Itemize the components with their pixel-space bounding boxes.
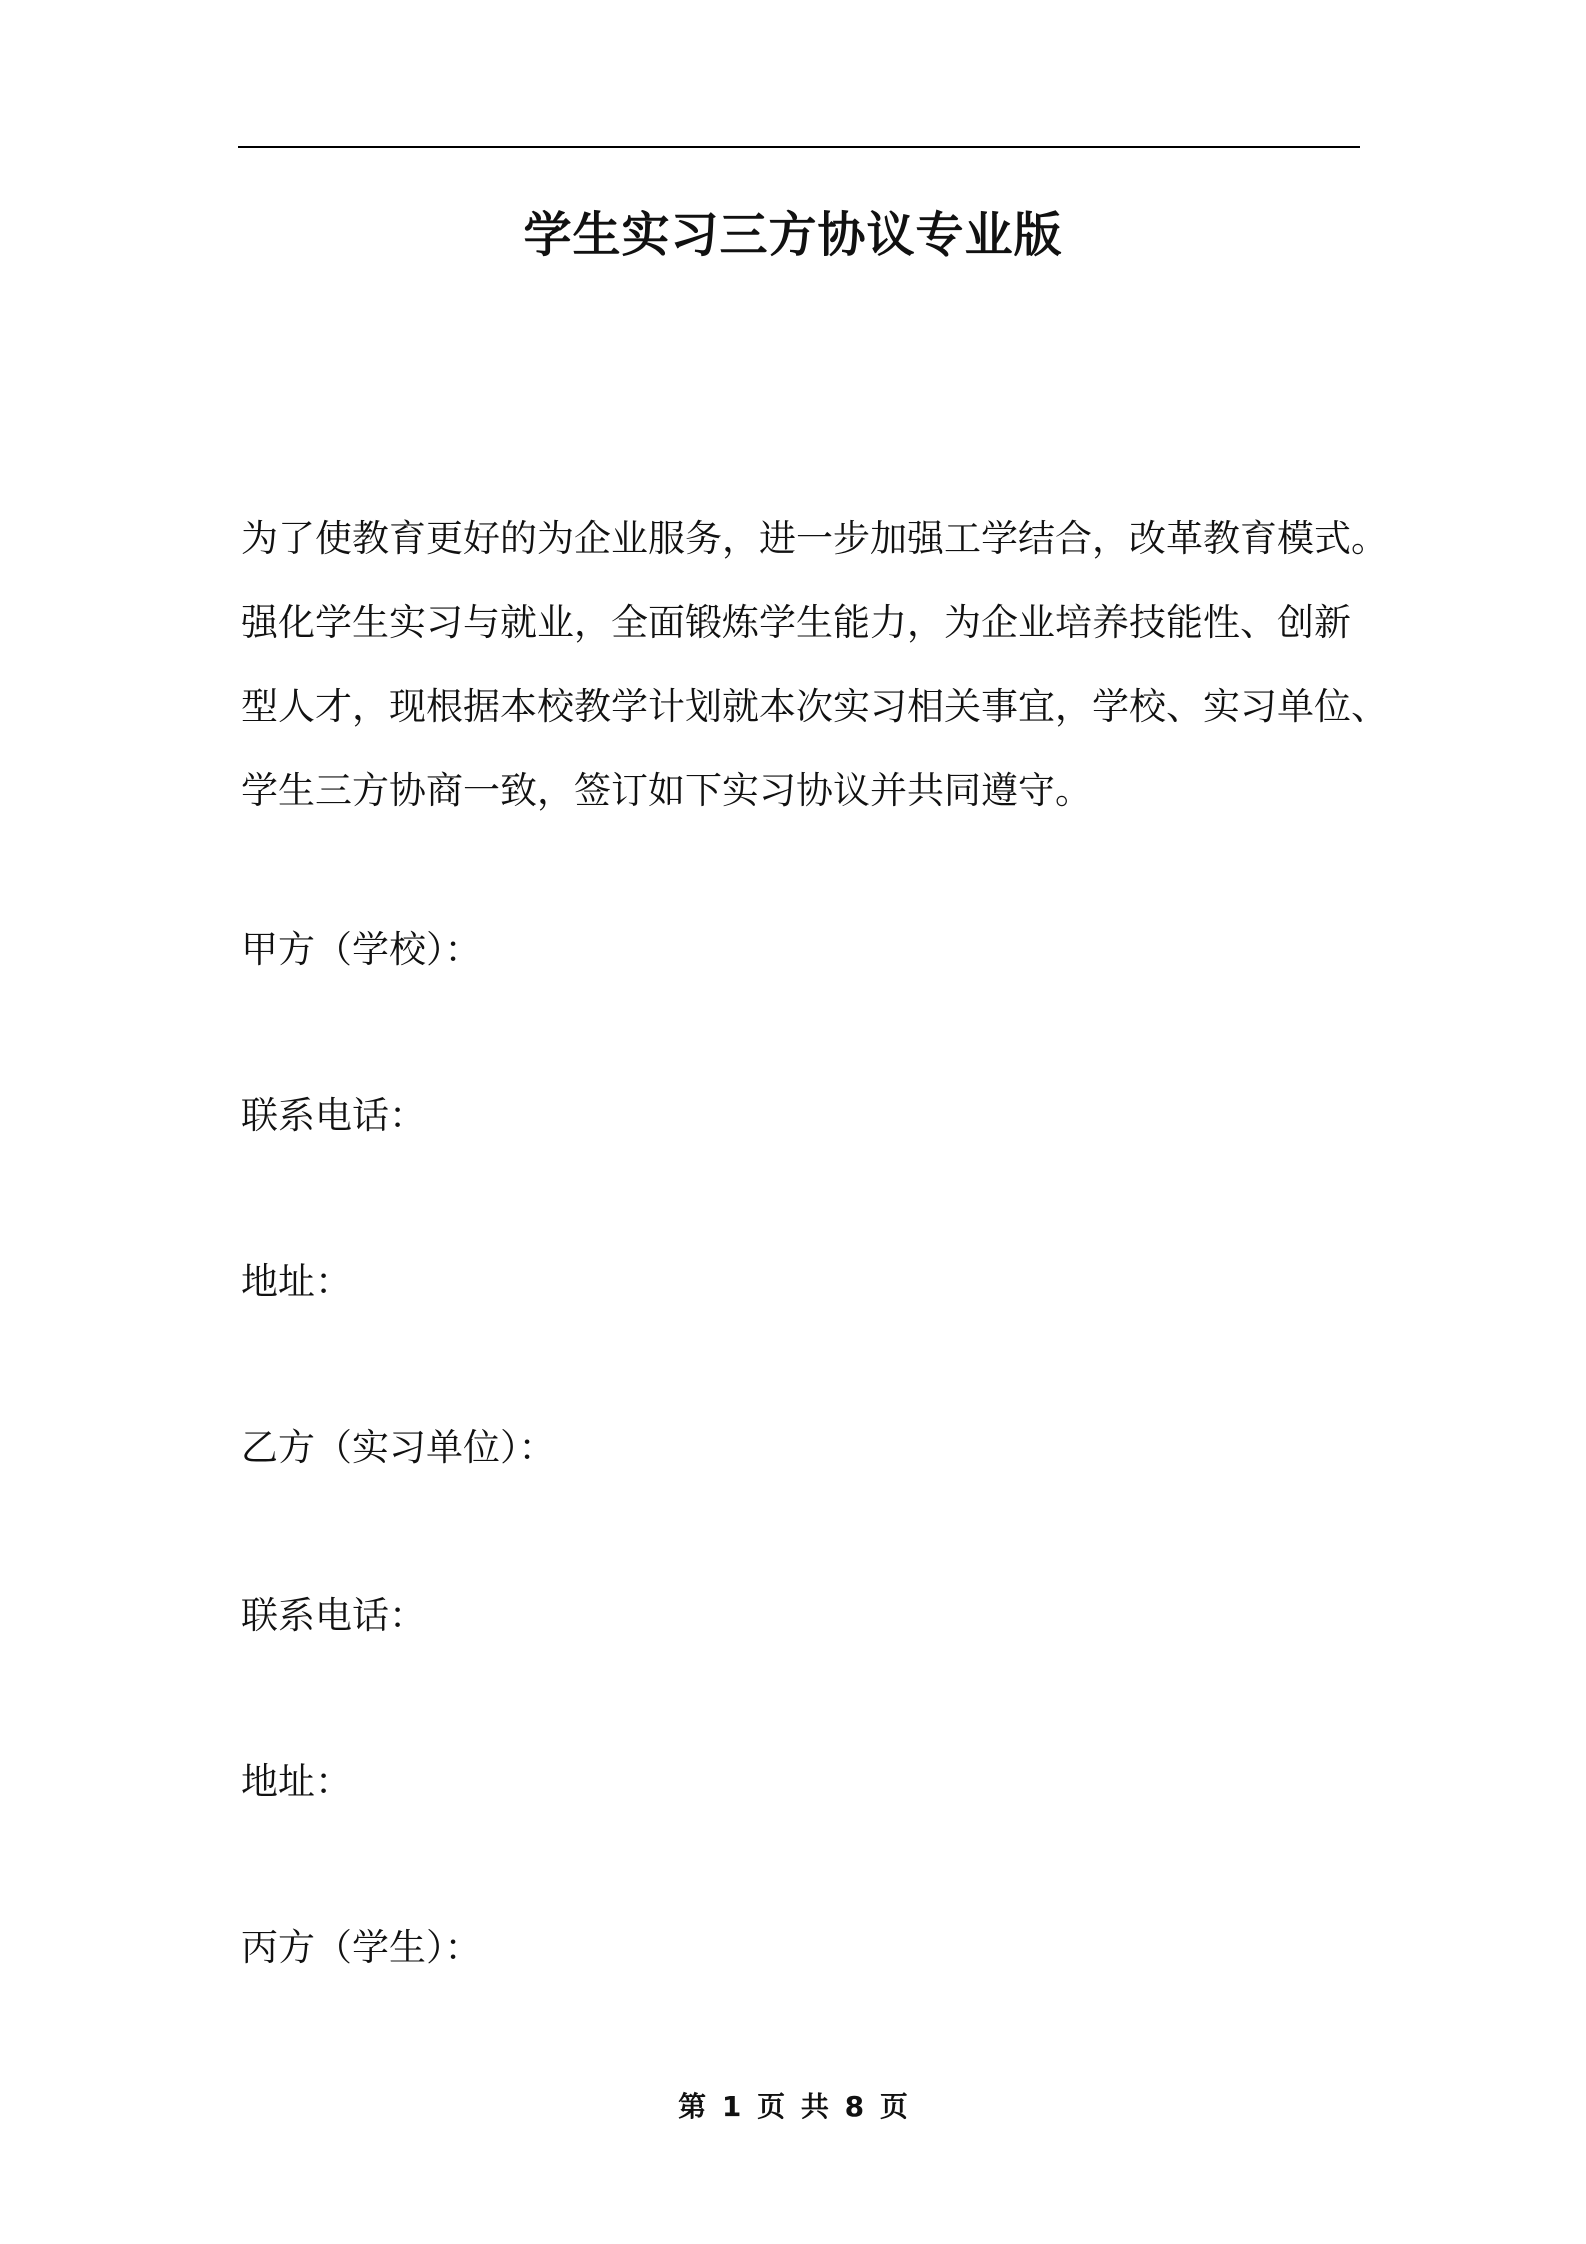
party-a-school-label: 甲方（学校）： [241,928,482,971]
page-number: 第 1 页 共 8 页 [678,2090,908,2123]
intro-line: 强化学生实习与就业，全面锻炼学生能力，为企业培养技能性、创新 [241,601,1351,644]
document-title: 学生实习三方协议专业版 [523,207,1063,263]
intro-line: 学生三方协商一致，签订如下实习协议并共同遵守。 [241,769,1092,812]
intro-paragraph [241,497,1388,833]
party-c-student-label: 丙方（学生）： [241,1926,482,1969]
party-a-phone-label: 联系电话： [241,1094,426,1137]
intro-line: 为了使教育更好的为企业服务，进一步加强工学结合，改革教育模式。 [241,517,1388,560]
party-a-address-label: 地址： [241,1260,352,1303]
intro-line: 型人才，现根据本校教学计划就本次实习相关事宜，学校、实习单位、 [241,685,1388,728]
party-b-address-label: 地址： [241,1760,352,1803]
party-b-company-label: 乙方（实习单位）： [241,1426,556,1469]
party-b-phone-label: 联系电话： [241,1594,426,1637]
header-divider [238,146,1360,148]
